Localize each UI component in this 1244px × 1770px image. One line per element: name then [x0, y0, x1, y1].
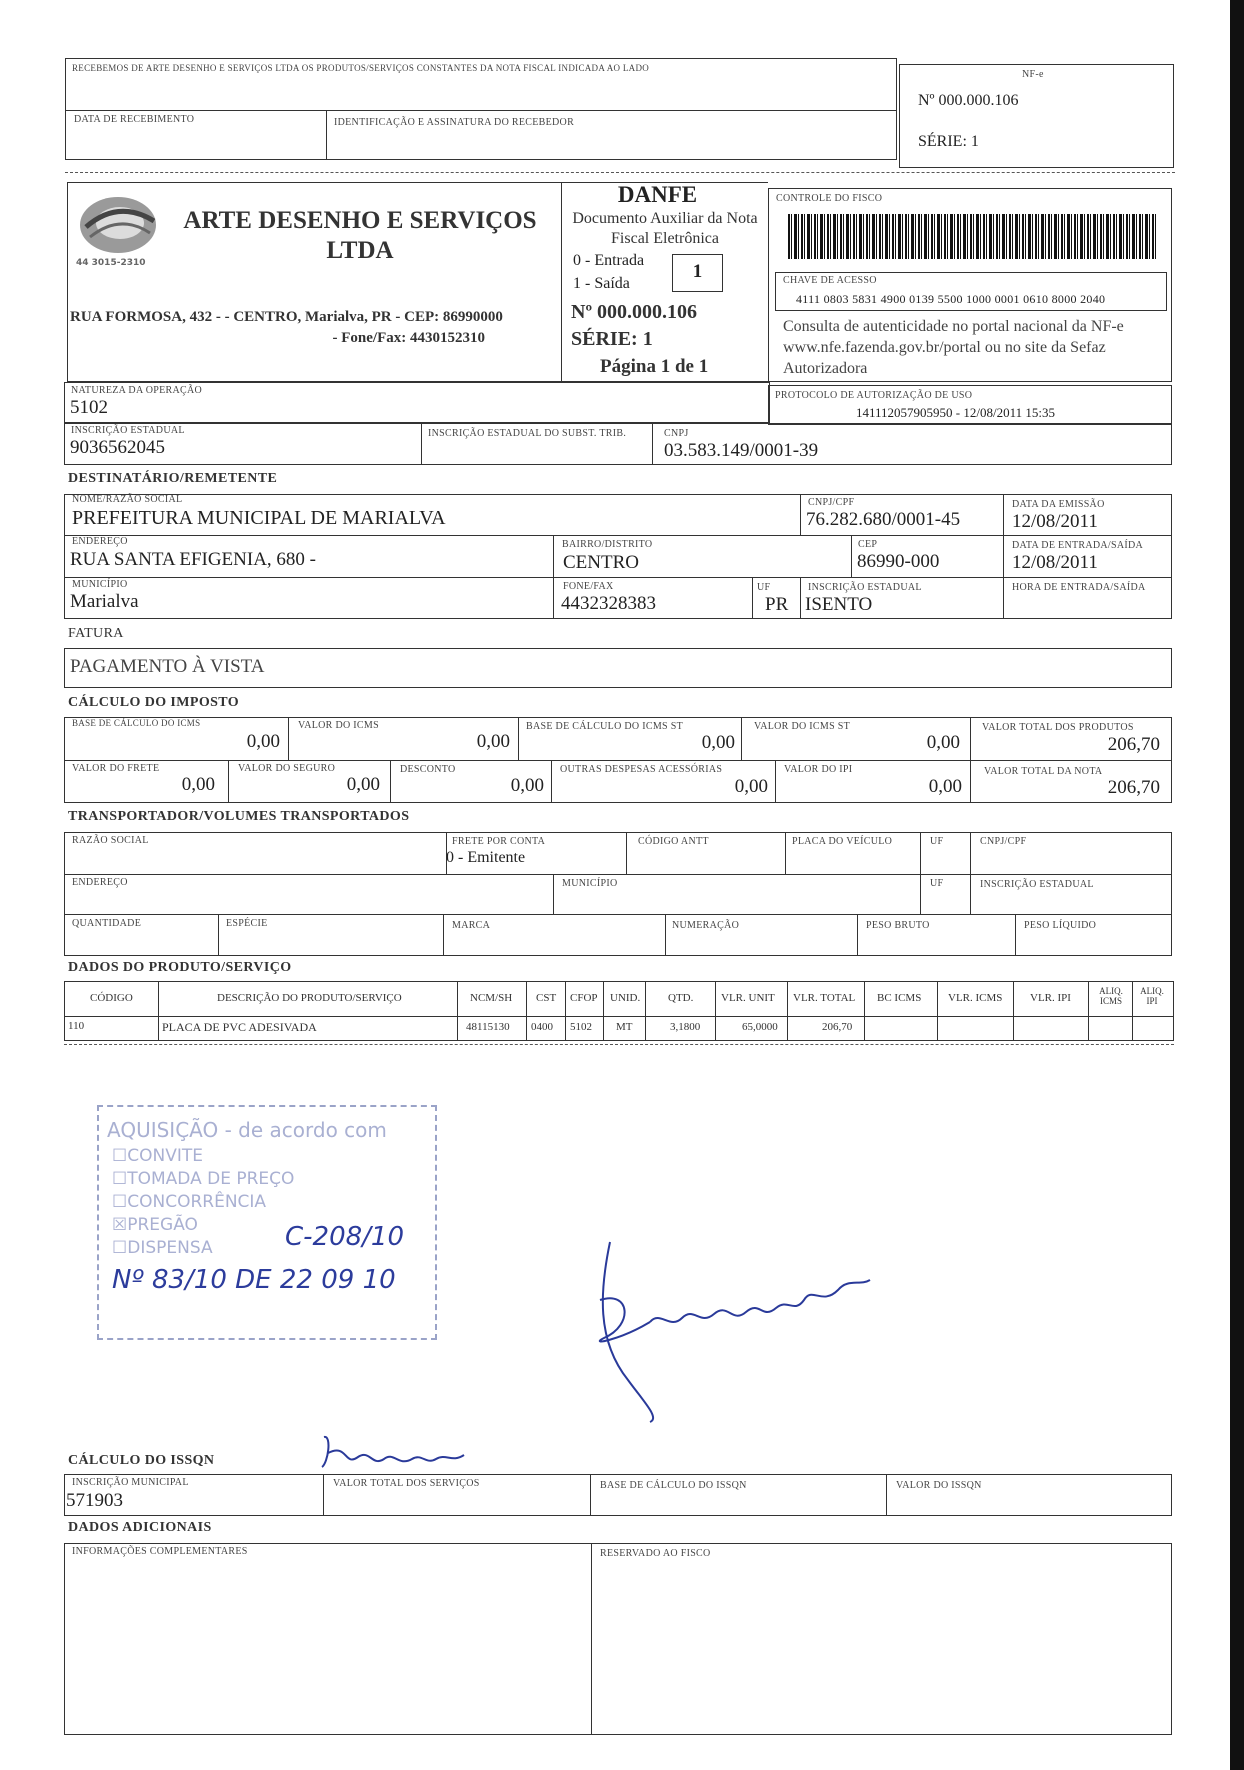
- cnpj-label: CNPJ: [664, 428, 689, 439]
- col-code: CÓDIGO: [90, 992, 133, 1004]
- district-value: CENTRO: [563, 552, 639, 573]
- receipt-signature-label: IDENTIFICAÇÃO E ASSINATURA DO RECEBEDOR: [334, 117, 575, 128]
- phone-label: FONE/FAX: [563, 581, 614, 592]
- city-label: MUNICÍPIO: [72, 579, 128, 590]
- protocol-value: 141112057905950 - 12/08/2011 15:35: [856, 405, 1055, 420]
- col-description: DESCRIÇÃO DO PRODUTO/SERVIÇO: [217, 992, 402, 1004]
- cnpj-value: 03.583.149/0001-39: [664, 440, 819, 461]
- col-unit-price: VLR. UNIT: [721, 992, 775, 1004]
- recipient-section-title: DESTINATÁRIO/REMETENTE: [68, 471, 278, 486]
- stamp-process-number: C-208/10: [285, 1222, 405, 1252]
- ie-st-label: INSCRIÇÃO ESTADUAL DO SUBST. TRIB.: [428, 428, 627, 439]
- uf-value: PR: [765, 594, 789, 615]
- item-description: PLACA DE PVC ADESIVADA: [162, 1020, 317, 1034]
- other-expenses-label: OUTRAS DESPESAS ACESSÓRIAS: [560, 764, 723, 775]
- company-phone: - Fone/Fax: 4430152310: [332, 330, 485, 346]
- discount-value: 0,00: [510, 775, 544, 796]
- issqn-section-title: CÁLCULO DO ISSQN: [68, 1453, 215, 1468]
- danfe-number: Nº 000.000.106: [571, 301, 698, 323]
- access-key-value: 4111 0803 5831 4900 0139 5500 1000 0001 0610 8000 2040: [796, 292, 1106, 306]
- danfe-option-entrada: 0 - Entrada: [573, 252, 645, 269]
- icms-base-value: 0,00: [246, 731, 280, 752]
- issqn-value-label: VALOR DO ISSQN: [896, 1480, 982, 1491]
- danfe-type-box: 1: [672, 254, 723, 292]
- col-qty: QTD.: [668, 992, 694, 1004]
- recipient-address-label: ENDEREÇO: [72, 536, 128, 547]
- receipt-box: [65, 58, 897, 160]
- issqn-base-label: BASE DE CÁLCULO DO ISSQN: [600, 1480, 747, 1491]
- species-label: ESPÉCIE: [226, 918, 268, 929]
- icms-st-label: VALOR DO ICMS ST: [754, 721, 851, 732]
- invoice-payment: PAGAMENTO À VISTA: [70, 656, 265, 677]
- freight-type-value: 0 - Emitente: [446, 849, 526, 866]
- issue-date-label: DATA DA EMISSÃO: [1012, 499, 1105, 510]
- item-total: 206,70: [822, 1021, 853, 1033]
- insurance-label: VALOR DO SEGURO: [238, 763, 336, 774]
- numbering-label: NUMERAÇÃO: [672, 920, 740, 931]
- receipt-date-label: DATA DE RECEBIMENTO: [74, 114, 195, 125]
- icms-st-base-value: 0,00: [701, 732, 735, 753]
- receipt-declaration: RECEBEMOS DE ARTE DESENHO E SERVIÇOS LTDA OS PRODUTOS/SERVIÇOS CONSTANTES DA NOTA FISCAL INDICADA AO LADO: [72, 63, 650, 73]
- nfe-number: Nº 000.000.106: [918, 92, 1019, 109]
- transport-ie-label: INSCRIÇÃO ESTADUAL: [980, 879, 1094, 890]
- company-address: RUA FORMOSA, 432 - - CENTRO, Marialva, PR - CEP: 86990000: [70, 309, 503, 325]
- company-logo: [74, 193, 164, 255]
- item-qty: 3,1800: [670, 1021, 701, 1033]
- col-aliq-ipi: ALIQ. IPI: [1140, 986, 1164, 1006]
- danfe-series: SÉRIE: 1: [571, 328, 653, 350]
- company-name: ARTE DESENHO E SERVIÇOS LTDA: [183, 207, 537, 264]
- issue-date: 12/08/2011: [1012, 511, 1098, 532]
- logo-phone-text: 44 3015-2310: [76, 258, 146, 268]
- danfe-page: Página 1 de 1: [600, 356, 709, 377]
- ie-label: INSCRIÇÃO ESTADUAL: [71, 425, 185, 436]
- invoice-total-label: VALOR TOTAL DA NOTA: [984, 766, 1103, 777]
- icms-base-label: BASE DE CÁLCULO DO ICMS: [72, 718, 201, 728]
- icms-st-value: 0,00: [926, 732, 960, 753]
- signature: [590, 1230, 890, 1425]
- municipal-registration-label: INSCRIÇÃO MUNICIPAL: [72, 1477, 189, 1488]
- col-aliq-icms: ALIQ. ICMS: [1099, 986, 1123, 1006]
- insurance-value: 0,00: [346, 774, 380, 795]
- nfe-label: NF-e: [1022, 69, 1044, 80]
- municipal-registration-value: 571903: [66, 1490, 123, 1511]
- icms-value-label: VALOR DO ICMS: [298, 720, 379, 731]
- operation-label: NATUREZA DA OPERAÇÃO: [71, 385, 203, 396]
- district-label: BAIRRO/DISTRITO: [562, 539, 653, 550]
- quantity-label: QUANTIDADE: [72, 918, 142, 929]
- col-cst: CST: [536, 992, 557, 1004]
- gross-weight-label: PESO BRUTO: [866, 920, 930, 931]
- access-key-barcode: [788, 214, 1158, 259]
- stamp-option-dispensa: ☐DISPENSA: [112, 1238, 213, 1258]
- stamp-number-date: Nº 83/10 DE 22 09 10: [112, 1265, 396, 1295]
- uf-label: UF: [757, 582, 771, 593]
- fisco-reserved-label: RESERVADO AO FISCO: [600, 1548, 711, 1559]
- entry-date: 12/08/2011: [1012, 552, 1098, 573]
- transport-cnpj-label: CNPJ/CPF: [980, 836, 1027, 847]
- transport-uf-label: UF: [930, 836, 944, 847]
- item-cst: 0400: [531, 1021, 553, 1033]
- exit-time-label: HORA DE ENTRADA/SAÍDA: [1012, 582, 1146, 593]
- recipient-address: RUA SANTA EFIGENIA, 680 -: [70, 549, 317, 570]
- stamp-option-pregao: ☒PREGÃO: [112, 1215, 198, 1235]
- recipient-cnpj: 76.282.680/0001-45: [806, 509, 961, 530]
- stamp-option-tomada: ☐TOMADA DE PREÇO: [112, 1169, 295, 1189]
- col-cfop: CFOP: [570, 992, 598, 1004]
- item-unit-price: 65,0000: [742, 1021, 778, 1033]
- products-section-title: DADOS DO PRODUTO/SERVIÇO: [68, 960, 292, 975]
- col-unit: UNID.: [610, 992, 641, 1004]
- stamp-option-convite: ☐CONVITE: [112, 1146, 203, 1166]
- col-total: VLR. TOTAL: [793, 992, 856, 1004]
- carrier-name-label: RAZÃO SOCIAL: [72, 835, 149, 846]
- services-total-label: VALOR TOTAL DOS SERVIÇOS: [333, 1478, 480, 1489]
- item-cfop: 5102: [570, 1021, 592, 1033]
- transport-city-label: MUNICÍPIO: [562, 878, 618, 889]
- invoice-section-title: FATURA: [68, 626, 124, 641]
- additional-section-title: DADOS ADICIONAIS: [68, 1520, 212, 1535]
- icms-value: 0,00: [476, 731, 510, 752]
- antt-code-label: CÓDIGO ANTT: [638, 836, 709, 847]
- operation-value: 5102: [70, 397, 108, 418]
- additional-box: [64, 1543, 1172, 1735]
- col-bc-icms: BC ICMS: [877, 992, 922, 1004]
- item-ncm: 48115130: [466, 1021, 510, 1033]
- recipient-ie: ISENTO: [805, 594, 873, 615]
- recipient-cnpj-label: CNPJ/CPF: [808, 497, 855, 508]
- transport-address-label: ENDEREÇO: [72, 877, 128, 888]
- entry-date-label: DATA DE ENTRADA/SAÍDA: [1012, 540, 1144, 551]
- ie-value: 9036562045: [70, 437, 165, 458]
- transport-box: [64, 832, 1172, 956]
- discount-label: DESCONTO: [400, 764, 456, 775]
- initials-mark: [318, 1433, 468, 1473]
- complementary-info-label: INFORMAÇÕES COMPLEMENTARES: [72, 1546, 248, 1557]
- recipient-name: PREFEITURA MUNICIPAL DE MARIALVA: [72, 507, 446, 529]
- icms-st-base-label: BASE DE CÁLCULO DO ICMS ST: [526, 721, 683, 732]
- ipi-value: 0,00: [928, 776, 962, 797]
- authenticity-note: Consulta de autenticidade no portal nacional da NF-e www.nfe.fazenda.gov.br/portal ou no site da Sefaz Autorizadora: [783, 318, 1124, 377]
- cep-label: CEP: [858, 539, 878, 550]
- danfe-title: DANFE: [617, 182, 698, 207]
- col-ipi: VLR. IPI: [1030, 992, 1071, 1004]
- item-unit: MT: [616, 1021, 633, 1033]
- net-weight-label: PESO LÍQUIDO: [1024, 920, 1097, 931]
- freight-type-label: FRETE POR CONTA: [452, 836, 546, 847]
- stamp-heading: AQUISIÇÃO - de acordo com: [107, 1118, 387, 1142]
- recipient-name-label: NOME/RAZÃO SOCIAL: [72, 494, 183, 505]
- products-total-value: 206,70: [1107, 734, 1160, 755]
- transport-section-title: TRANSPORTADOR/VOLUMES TRANSPORTADOS: [68, 809, 410, 824]
- products-total-label: VALOR TOTAL DOS PRODUTOS: [982, 722, 1134, 733]
- city-value: Marialva: [70, 591, 139, 612]
- tax-section-title: CÁLCULO DO IMPOSTO: [68, 695, 240, 710]
- fisco-control-label: CONTROLE DO FISCO: [776, 193, 883, 204]
- brand-label: MARCA: [452, 920, 491, 931]
- danfe-option-saida: 1 - Saída: [573, 275, 630, 292]
- cep-value: 86990-000: [857, 551, 940, 572]
- col-icms: VLR. ICMS: [948, 992, 1003, 1004]
- other-expenses-value: 0,00: [734, 776, 768, 797]
- phone-value: 4432328383: [561, 593, 656, 614]
- recipient-ie-label: INSCRIÇÃO ESTADUAL: [808, 582, 922, 593]
- transport-uf2-label: UF: [930, 878, 944, 889]
- freight-label: VALOR DO FRETE: [72, 763, 160, 774]
- access-key-label: CHAVE DE ACESSO: [783, 275, 877, 286]
- protocol-label: PROTOCOLO DE AUTORIZAÇÃO DE USO: [775, 390, 973, 401]
- nfe-series: SÉRIE: 1: [918, 133, 979, 150]
- danfe-subtitle: Documento Auxiliar da Nota Fiscal Eletrônica: [572, 210, 758, 247]
- col-ncm: NCM/SH: [470, 992, 513, 1004]
- freight-value: 0,00: [181, 774, 215, 795]
- item-code: 110: [68, 1020, 85, 1032]
- stamp-option-concorrencia: ☐CONCORRÊNCIA: [112, 1192, 267, 1212]
- invoice-total-value: 206,70: [1107, 777, 1160, 798]
- page-edge: [1230, 0, 1244, 1770]
- ipi-label: VALOR DO IPI: [784, 764, 853, 775]
- vehicle-plate-label: PLACA DO VEÍCULO: [792, 836, 893, 847]
